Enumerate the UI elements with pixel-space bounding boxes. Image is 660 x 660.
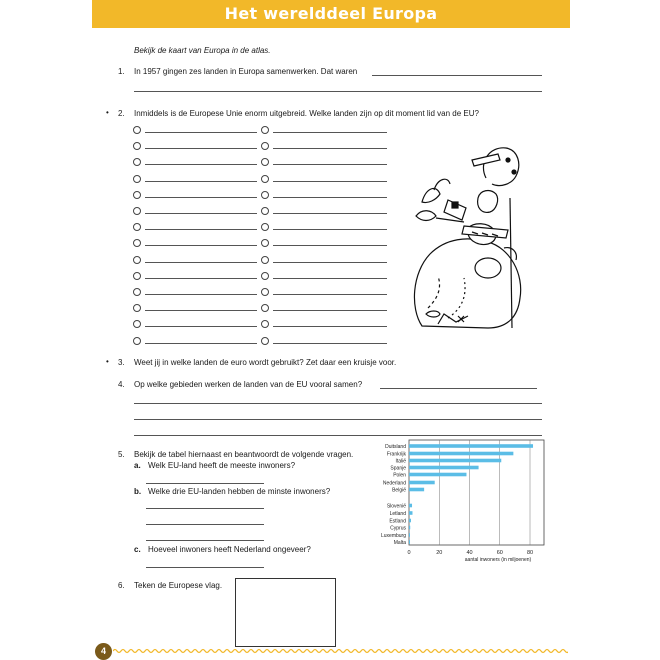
- chart-bar: [409, 466, 479, 470]
- q2-number: 2.: [118, 109, 125, 118]
- chart-tick-label: 40: [466, 550, 473, 556]
- chart-bar: [409, 511, 412, 515]
- chart-category-label: Letland: [389, 511, 406, 517]
- chart-frame: [409, 440, 544, 545]
- q6-text: Teken de Europese vlag.: [134, 581, 223, 590]
- chart-bar: [409, 504, 412, 508]
- page-number: 4: [95, 643, 112, 660]
- q2-marker: •: [106, 108, 109, 117]
- q3-text: Weet jij in welke landen de euro wordt gebruikt? Zet daar een kruisje voor.: [134, 358, 397, 367]
- chart-bar: [409, 488, 424, 492]
- q2-text: Inmiddels is de Europese Unie enorm uitgebreid. Welke landen zijn op dit moment lid van de EU?: [134, 109, 479, 118]
- q5c-label: c.: [134, 545, 141, 554]
- q3-marker: •: [106, 357, 109, 366]
- chart-tick-label: 80: [526, 550, 534, 556]
- chart-bar: [409, 533, 410, 537]
- chart-bar: [409, 481, 435, 485]
- chart-bar: [409, 459, 501, 463]
- q6-number: 6.: [118, 581, 125, 590]
- flag-drawing-box[interactable]: [235, 578, 336, 647]
- chart-x-axis-label: aantal inwoners (in miljoenen): [464, 557, 532, 563]
- chart-category-label: België: [392, 487, 406, 494]
- q3-number: 3.: [118, 358, 125, 367]
- chart-category-label: Italië: [395, 458, 406, 465]
- chart-category-label: Cyprus: [390, 525, 406, 532]
- q5b-text: Welke drie EU-landen hebben de minste inwoners?: [148, 487, 331, 496]
- q4-number: 4.: [118, 380, 125, 389]
- chart-category-label: Frankrijk: [386, 451, 406, 458]
- q5a-text: Welk EU-land heeft de meeste inwoners?: [148, 461, 296, 470]
- chart-category-label: Slovenië: [386, 503, 406, 510]
- q1-number: 1.: [118, 67, 125, 76]
- chart-category-label: Polen: [393, 472, 406, 479]
- q5-text: Bekijk de tabel hiernaast en beantwoordt de volgende vragen.: [134, 450, 354, 459]
- q5-number: 5.: [118, 450, 125, 459]
- instruction-text: Bekijk de kaart van Europa in de atlas.: [134, 46, 271, 55]
- chart-bar: [409, 540, 410, 544]
- q5c-text: Hoeveel inwoners heeft Nederland ongeveer?: [148, 545, 311, 554]
- chart-bar: [409, 526, 410, 530]
- chart-bar: [409, 444, 533, 448]
- chart-bar: [409, 519, 411, 523]
- chart-category-label: Spanje: [390, 465, 406, 472]
- chart-bar: [409, 473, 466, 477]
- q1-text: In 1957 gingen zes landen in Europa samenwerken. Dat waren: [134, 67, 358, 76]
- chart-category-label: Nederland: [382, 480, 406, 487]
- chart-category-label: Duitsland: [385, 444, 406, 450]
- q4-text: Op welke gebieden werken de landen van de EU vooral samen?: [134, 380, 363, 389]
- chart-bar: [409, 452, 513, 456]
- chart-category-label: Malta: [393, 540, 406, 546]
- page-title: Het werelddeel Europa: [224, 4, 438, 23]
- wave-decoration: [113, 647, 568, 655]
- chart-category-label: Luxemburg: [380, 533, 406, 539]
- chart-tick-label: 20: [436, 550, 443, 556]
- q5b-label: b.: [134, 487, 142, 496]
- chart-tick-label: 0: [407, 550, 411, 556]
- chart-tick-label: 60: [496, 550, 503, 556]
- chart-category-label: Estland: [389, 518, 406, 525]
- q5a-label: a.: [134, 461, 141, 470]
